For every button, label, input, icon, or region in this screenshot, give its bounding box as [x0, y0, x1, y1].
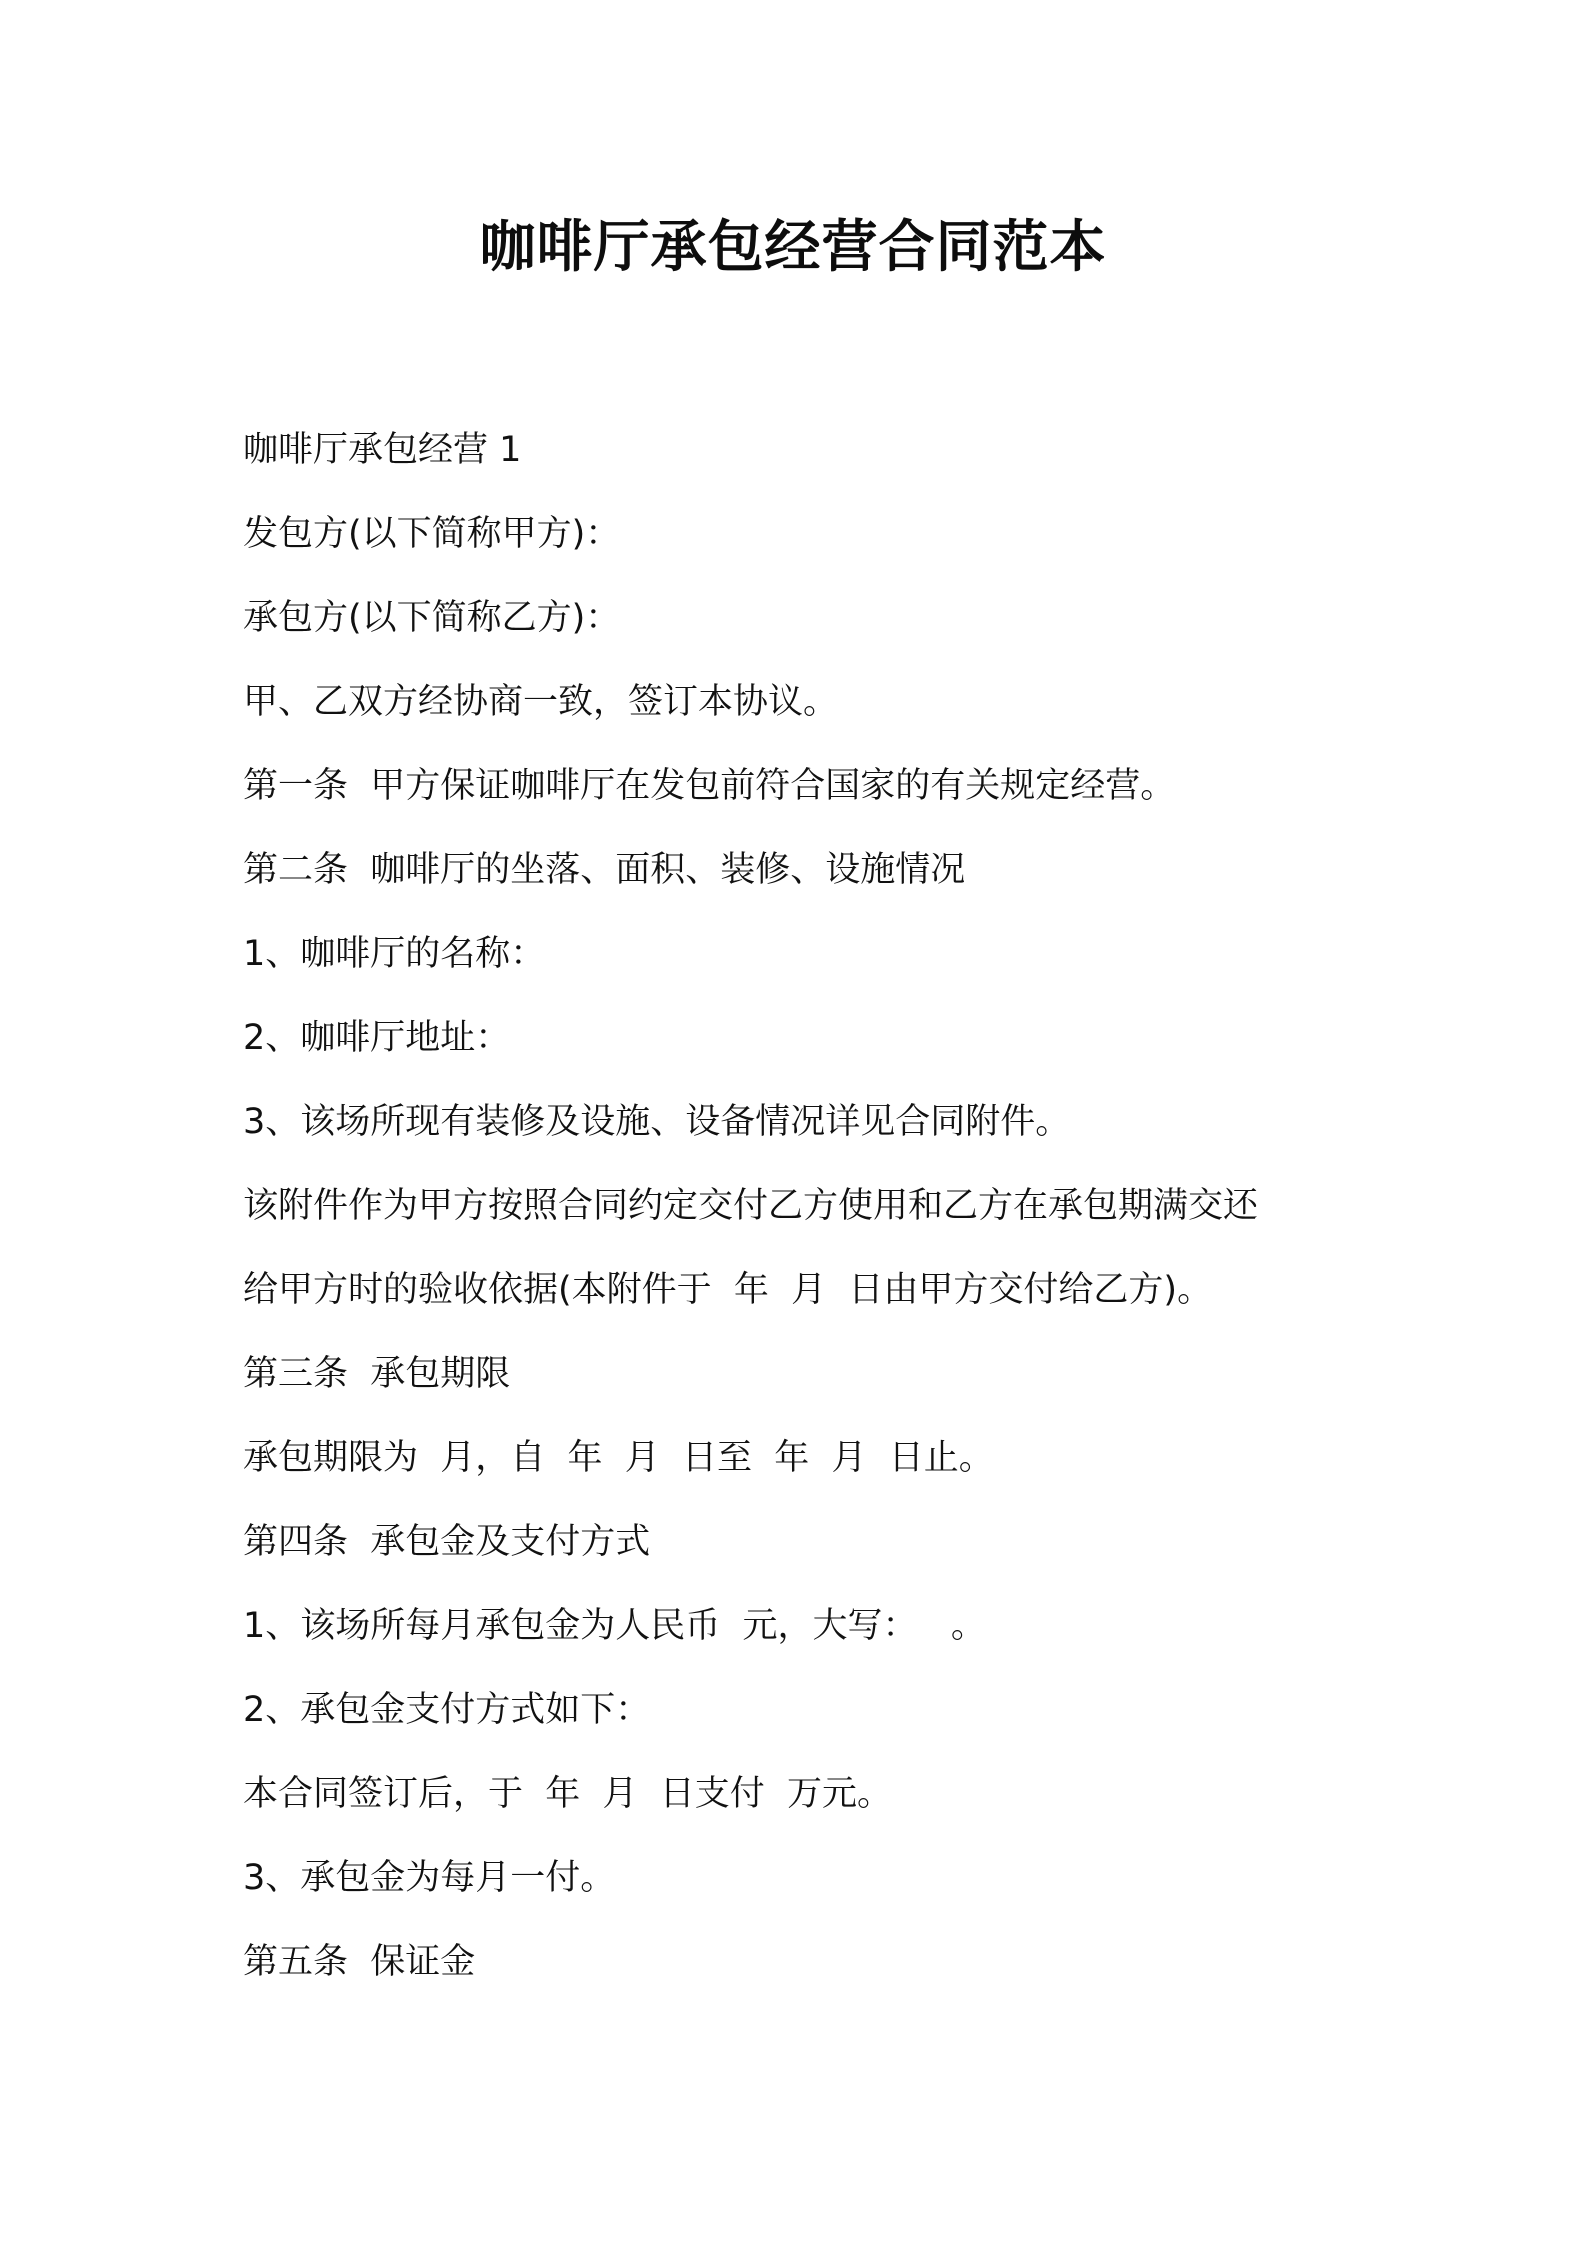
article-2-item-3: 3、该场所现有装修及设施、设备情况详见合同附件。	[243, 1102, 1071, 1142]
article-4-heading: 第四条 承包金及支付方式	[243, 1522, 651, 1562]
article-2-item-2: 2、咖啡厅地址：	[243, 1018, 511, 1058]
article-2-heading: 第二条 咖啡厅的坐落、面积、装修、设施情况	[243, 850, 966, 890]
article-3-heading: 第三条 承包期限	[243, 1354, 511, 1394]
section-heading: 咖啡厅承包经营 1	[243, 430, 522, 470]
party-b-line: 承包方(以下简称乙方)：	[243, 598, 621, 638]
article-5-heading: 第五条 保证金	[243, 1942, 476, 1982]
document-body	[243, 408, 1443, 2004]
article-2-item-1: 1、咖啡厅的名称：	[243, 934, 546, 974]
document-title: 咖啡厅承包经营合同范本	[479, 215, 1107, 280]
article-4-item-3: 3、承包金为每月一付。	[243, 1858, 616, 1898]
party-a-line: 发包方(以下简称甲方)：	[243, 514, 621, 554]
article-4-item-1: 1、该场所每月承包金为人民币 元，大写： 。	[243, 1606, 986, 1646]
article-3-term: 承包期限为 月，自 年 月 日至 年 月 日止。	[243, 1438, 994, 1478]
article-1: 第一条 甲方保证咖啡厅在发包前符合国家的有关规定经营。	[243, 766, 1176, 806]
article-2-paragraph-line-1: 该附件作为甲方按照合同约定交付乙方使用和乙方在承包期满交还	[243, 1186, 1259, 1226]
agreement-intro: 甲、乙双方经协商一致，签订本协议。	[243, 682, 839, 722]
article-4-item-2: 2、承包金支付方式如下：	[243, 1690, 651, 1730]
article-4-payment: 本合同签订后，于 年 月 日支付 万元。	[243, 1774, 893, 1814]
article-2-paragraph-line-2: 给甲方时的验收依据(本附件于 年 月 日由甲方交付给乙方)。	[243, 1270, 1213, 1310]
